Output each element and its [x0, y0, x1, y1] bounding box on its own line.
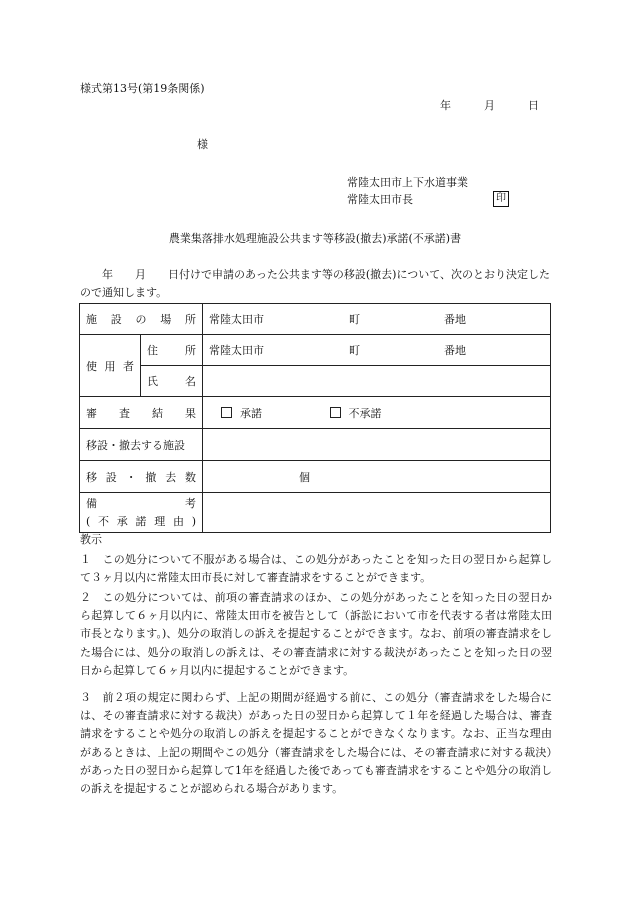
row-user-address	[80, 335, 551, 366]
facility-address-suffix: 番地	[444, 313, 466, 326]
seal-mark: 印	[493, 191, 509, 207]
user-label: 使用者	[80, 335, 141, 397]
row-review-result	[80, 397, 551, 429]
date-month: 月	[484, 99, 495, 112]
count-unit: 個	[299, 470, 310, 484]
count-label: 移設・撤去数	[80, 461, 203, 493]
document-title: 農業集落排水処理施設公共ます等移設(撤去)承諾(不承諾)書	[168, 232, 462, 245]
reject-label: 不承諾	[348, 406, 382, 420]
row-count	[80, 461, 551, 493]
notice-item-1: １ この処分について不服がある場合は、この処分があったことを知った日の翌日から起算して３ヶ月以内に常陸太田市長に対して審査請求をすることができます。	[80, 553, 552, 585]
name-label: 氏名	[141, 366, 203, 397]
review-result-label: 審査結果	[80, 397, 203, 429]
sender-org: 常陸太田市上下水道事業	[347, 176, 468, 189]
remarks-value[interactable]	[203, 493, 551, 533]
row-remarks	[80, 493, 551, 533]
notice-item-3: ３ 前２項の規定に関わらず、上記の期間が経過する前に、この処分（審査請求をした場合には、その審査請求に対する裁決）があった日の翌日から起算して１年を経過した場合は、審査請求をすることや処分の取消しの訴えを提起することができなくなります。なお、正当な理由があるときは、上記の期間やこの処分（審査請求をした場合には、その審査請求に対する裁決）があった日の翌日から起算して1年を経過した後であっても審査請求をすることや処分の取消しの訴えを提起することが認められる場合があります。	[80, 691, 552, 796]
facility-location-label: 施設の場所	[80, 304, 203, 335]
user-town-suffix: 町	[349, 344, 360, 357]
address-label: 住所	[141, 335, 203, 366]
date-year: 年	[440, 99, 451, 112]
user-city: 常陸太田市	[209, 344, 264, 357]
issue-date	[440, 99, 539, 113]
application-table	[79, 303, 551, 533]
row-facility-to-move	[80, 429, 551, 461]
remarks-label: 備考 (不承諾理由)	[80, 493, 203, 533]
count-value[interactable]	[203, 461, 551, 493]
intro-paragraph: 年 月 日付けで申請のあった公共ます等の移設(撤去)について、次のとおり決定したので通知します。	[80, 268, 551, 299]
facility-to-move-label: 移設・撤去する施設	[80, 429, 203, 461]
approve-checkbox[interactable]	[221, 407, 232, 418]
addressee: 様	[197, 138, 208, 151]
facility-city: 常陸太田市	[209, 313, 264, 326]
date-day: 日	[528, 99, 539, 112]
user-address-value[interactable]	[203, 335, 551, 366]
facility-location-value[interactable]	[203, 304, 551, 335]
facility-town-suffix: 町	[349, 313, 360, 326]
reject-checkbox[interactable]	[330, 407, 341, 418]
row-user-name	[80, 366, 551, 397]
notice-item-2: ２ この処分については、前項の審査請求のほか、この処分があったことを知った日の翌日から起算して６ヶ月以内に、常陸太田市を被告として（訴訟において市を代表する者は常陸太田市長となります。)、処分の取消しの訴えを提起することができます。なお、前項の審査請求をした場合には、処分の取消しの訴えは、その審査請求に対する裁決があったことを知った日の翌日から起算して６ヶ月以内に提起することができます。	[80, 591, 552, 677]
user-address-suffix: 番地	[444, 344, 466, 357]
approve-label: 承諾	[240, 406, 262, 420]
facility-to-move-value[interactable]	[203, 429, 551, 461]
row-facility-location	[80, 304, 551, 335]
form-number: 様式第13号(第19条関係)	[80, 82, 205, 95]
sender-title: 常陸太田市長	[347, 193, 413, 206]
review-result-value	[203, 397, 551, 429]
user-name-value[interactable]	[203, 366, 551, 397]
notice-heading: 教示	[80, 533, 102, 546]
